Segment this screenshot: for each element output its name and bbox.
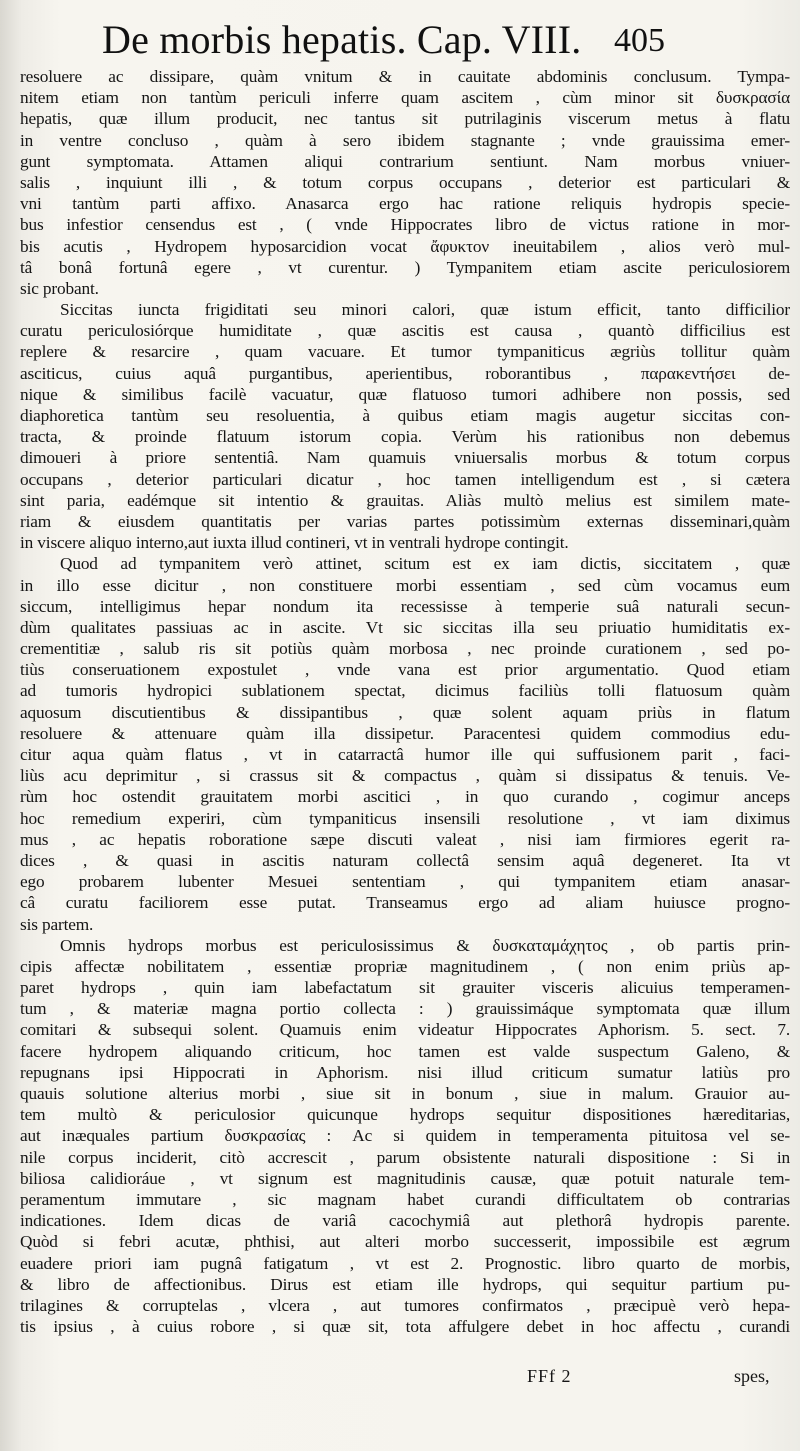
paragraph-start-line: Omnis hydrops morbus est periculosissimus & δυσκαταμάχητος , ob partis prin-: [60, 935, 790, 955]
text-line: ego probarem lubenter Mesuei sententiam , qui tympanitem etiam anasar-: [20, 872, 790, 892]
text-line: nique & similibus facilè vacuatur, quæ flatuoso tumori adhibere non possis, sed: [20, 384, 790, 404]
text-line: tis ipsius , à cuius robore , si quæ sit, tota affulgere debet in hoc affectu , curandi: [20, 1317, 790, 1337]
text-line: Quòd si febri acutæ, phthisi, aut alteri morbo successerit, impossibile est ægrum: [20, 1232, 790, 1252]
text-line: bis acutis , Hydropem hyposarcidion vocat ἄφυκτον ineuitabilem , alios verò mul-: [20, 236, 790, 256]
text-line: in illo esse dicitur , non constituere morbi essentiam , sed cùm vocamus eum: [20, 575, 790, 595]
text-line: & libro de affectionibus. Dirus est etiam ille hydrops, qui sequitur partium pu-: [20, 1274, 790, 1294]
text-line: curatu periculosiórque humiditate , quæ ascitis est causa , quantò difficilius est: [20, 321, 790, 341]
text-line: tum , & materiæ magna portio collecta : ) grauissimáque symptomata quæ illum: [20, 999, 790, 1019]
text-line: resoluere & attenuare quàm illa dissipetur. Paracentesi quidem commodius edu-: [20, 723, 790, 743]
text-line: sis partem.: [20, 914, 94, 934]
catchword: spes,: [734, 1366, 770, 1386]
text-line: asciticus, cuius aquâ purgantibus, aperientibus, roborantibus , παρακεντήσει de-: [20, 363, 790, 383]
text-line: cipis affectæ nobilitatem , essentiæ propriæ magnitudinem , ( non enim priùs ap-: [20, 956, 790, 976]
text-line: biliosa calidioráue , vt signum est magnitudinis causæ, quæ potuit naturale tem-: [20, 1168, 790, 1188]
text-line: comitari & subsequi solent. Quamuis enim videatur Hippocrates Aphorism. 5. sect. 7.: [20, 1020, 790, 1040]
text-line: dices , & quasi in ascitis naturam collectâ sensim aquâ degeneret. Ita vt: [20, 850, 790, 870]
text-line: citur aqua quàm flatus , vt in catarractâ humor ille qui suffusionem parit , faci-: [20, 745, 790, 764]
text-line: facere hydropem aliquando criticum, hoc tamen est valde suspectum Galeno, &: [20, 1041, 790, 1061]
running-title: De morbis hepatis. Cap. VIII.: [102, 17, 582, 62]
paragraph-start-line: Siccitas iuncta frigiditati seu minori calori, quæ istum efficit, tanto difficilior: [60, 300, 790, 320]
text-line: vni tantùm parti affixo. Anasarca ergo hac ratione reliquis hydropis specie-: [20, 194, 790, 214]
paragraph-start-line: Quod ad tympanitem verò attinet, scitum est ex iam dictis, siccitatem , quæ: [60, 554, 790, 574]
text-line: tracta, & proinde flatuum istorum copia. Verùm his rationibus non debemus: [20, 427, 790, 447]
text-line: gunt symptomata. Attamen aliqui contrarium sentiunt. Nam morbus vniuer-: [20, 151, 790, 171]
text-line: trilagines & corruptelas , vlcera , aut tumores confirmatos , præcipuè verò hepa-: [20, 1295, 790, 1315]
page-header: [0, 14, 800, 70]
text-line: in ventre concluso , quàm à sero ibidem stagnante ; vnde grauissima emer-: [20, 130, 790, 150]
text-line: siccum, intelligimus hepar nondum ita recessisse à temperie suâ naturali secun-: [20, 596, 790, 616]
page-number: 405: [614, 22, 665, 59]
text-line: diaphoretica tantùm seu resoluentia, à quibus etiam magis augetur siccitas con-: [20, 406, 790, 425]
text-line: ad tumoris hydropici sublationem spectat, dicimus faciliùs tolli flatuosum quàm: [20, 681, 790, 701]
text-line: mus , ac hepatis roboratione sæpe discuti valeat , nisi iam firmiores egerit ra-: [20, 829, 790, 849]
text-line: replere & resarcire , quam vacuare. Et tumor tympaniticus ægriùs tollitur quàm: [20, 342, 790, 362]
text-line: repugnans ipsi Hippocrati in Aphorism. nisi illud criticum sumatur latiùs pro: [20, 1062, 790, 1082]
text-line: peramentum immutare , sic magnam habet curandi difficultatem ob contrarias: [20, 1189, 790, 1209]
text-line: occupans , deterior particulari dicatur , hoc tamen intelligendum est , si cætera: [20, 469, 790, 489]
text-line: resoluere ac dissipare, quàm vnitum & in cauitate abdominis conclusum. Tympa-: [20, 67, 790, 86]
text-line: liùs acu deprimitur , si crassus sit & compactus , quàm si dissipatus & tenuis. Ve-: [20, 766, 790, 786]
text-line: salis , inquiunt illi , & totum corpus occupans , deterior est particulari &: [20, 172, 790, 192]
text-line: sic probant.: [20, 278, 99, 298]
text-line: câ curatu faciliorem esse putat. Transeamus ergo ad aliam huiusce progno-: [20, 893, 790, 913]
text-line: sint paria, eadémque sit intentio & grauitas. Aliàs multò melius est similem mate-: [20, 490, 790, 510]
text-line: in viscere aliquo interno,aut iuxta illud contineri, vt in ventrali hydrope contingit.: [20, 533, 569, 553]
text-line: tâ bonâ fortunâ egere , vt curentur. ) Tympanitem etiam ascite periculosiorem: [20, 257, 790, 277]
text-line: dimoueri à priore sententiâ. Nam quamuis vniuersalis morbus & totum corpus: [20, 448, 790, 468]
text-line: euadere priori iam pugnâ fatigatum , vt est 2. Prognostic. libro quarto de morbis,: [20, 1253, 790, 1273]
text-line: bus infestior censendus est , ( vnde Hippocrates libro de victus ratione in mor-: [20, 215, 790, 235]
text-line: tem multò & periculosior quicunque hydrops sequitur dispositiones hæreditarias,: [20, 1105, 790, 1125]
text-line: riam & eiusdem quantitatis per varias partes potissimùm externas disseminari,quàm: [20, 511, 790, 531]
text-line: dùm qualitates passiuas ac in ascite. Vt sic siccitas illa seu priuatio humiditatis ex-: [20, 617, 790, 637]
text-line: quauis solutione alterius morbi , siue sit in bonum , siue in malum. Grauior au-: [20, 1084, 790, 1103]
text-line: tiùs conseruationem expostulet , vnde vana est prior argumentatio. Quod etiam: [20, 660, 790, 680]
text-line: nitem etiam non tantùm periculi inferre quam ascitem , cùm minor sit δυσκρασία: [20, 88, 790, 108]
text-line: rùm hoc ostendit grauitatem morbi ascitici , in quo curando , cogimur anceps: [20, 787, 790, 807]
text-line: crementitiæ , salub ris sit potiùs quàm morbosa , nec proinde curationem , sed po-: [20, 639, 790, 659]
text-line: indicationes. Idem dicas de variâ cacochymiâ aut plethorâ hydropis parente.: [20, 1211, 790, 1231]
text-line: nile corpus inciderit, citò accrescit , parum obsistente naturali dispositione : Si in: [20, 1147, 790, 1167]
signature-mark: FFf 2: [527, 1366, 572, 1386]
text-line: hoc remedium experiri, cùm tympaniticus insensili resolutione , vt iam diximus: [20, 808, 790, 828]
text-line: aquosum discutientibus & dissipantibus , quæ solent aquam priùs in flatum: [20, 702, 790, 722]
body-text: [20, 66, 790, 1337]
text-line: aut inæquales partium δυσκρασίας : Ac si quidem in temperamenta pituitosa vel se-: [20, 1126, 790, 1146]
text-line: paret hydrops , quin iam labefactatum sit grauiter visceris alicuius temperamen-: [20, 978, 790, 998]
text-line: hepatis, quæ illum producit, nec tantus sit putrilaginis viscerum metus à flatu: [20, 109, 790, 129]
page-footer: [0, 1366, 800, 1396]
